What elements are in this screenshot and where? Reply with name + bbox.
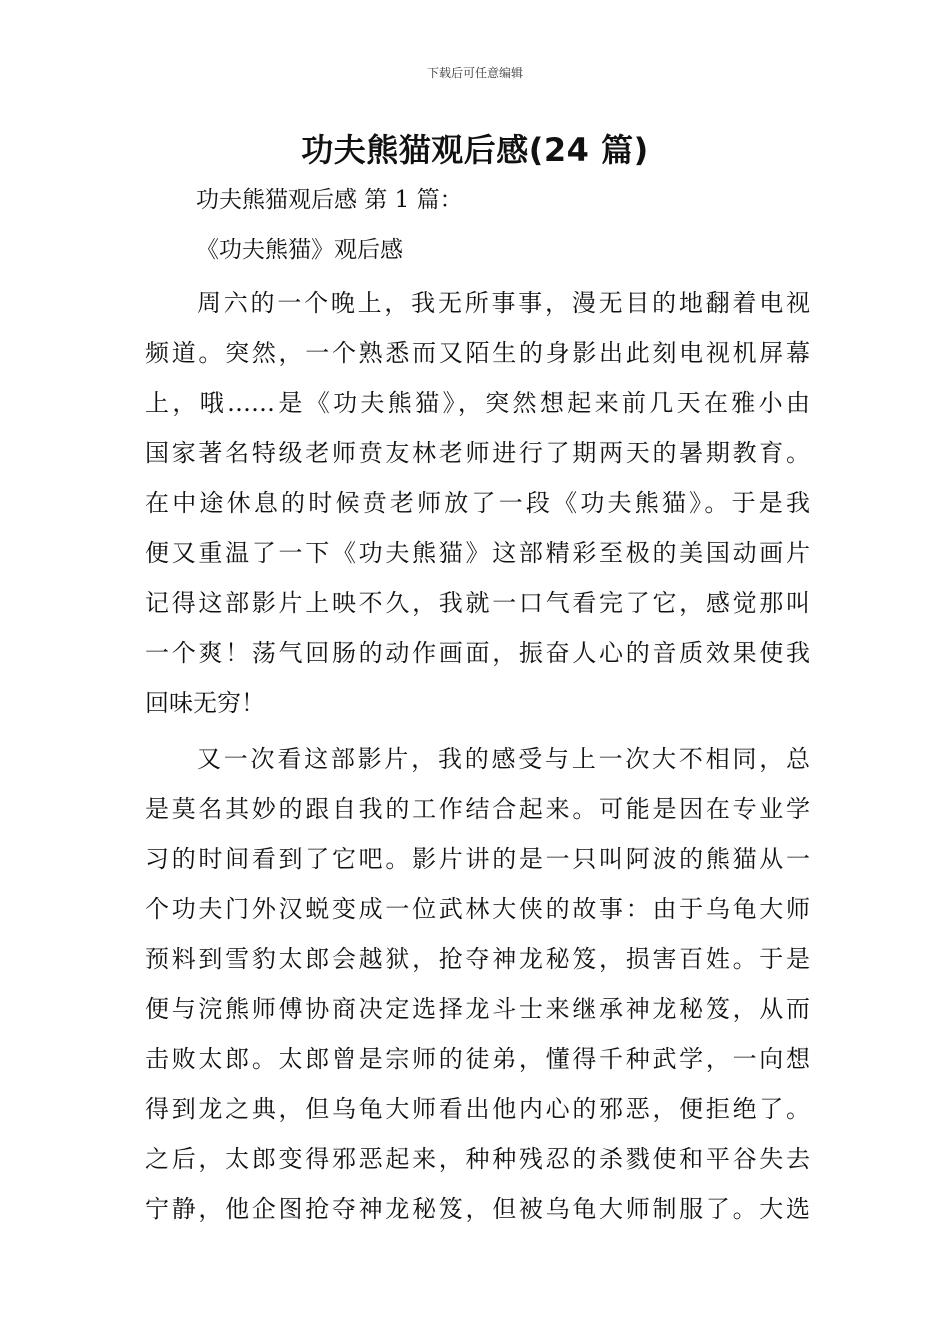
paragraph-1	[145, 278, 810, 728]
paragraph-line: 上，哦……是《功夫熊猫》，突然想起来前几天在雅小由	[145, 389, 810, 417]
paragraph-line: 击败太郎。太郎曾是宗师的徒弟，懂得千种武学，一向想	[145, 1045, 810, 1073]
paragraph-line: 得到龙之典，但乌龟大师看出他内心的邪恶，便拒绝了。	[145, 1095, 810, 1123]
document-title: 功夫熊猫观后感(24 篇)	[301, 131, 649, 169]
paragraph-line: 国家著名特级老师贲友林老师进行了期两天的暑期教育。	[145, 439, 810, 467]
paragraph-line: 便与浣熊师傅协商决定选择龙斗士来继承神龙秘笈，从而	[145, 995, 810, 1023]
paragraph-line: 在中途休息的时候贲老师放了一段《功夫熊猫》。于是我	[145, 489, 810, 517]
paragraph-line: 周六的一个晚上，我无所事事，漫无目的地翻着电视	[197, 289, 810, 317]
paragraph-2	[145, 734, 810, 1234]
paragraph-line: 个功夫门外汉蜕变成一位武林大侠的故事：由于乌龟大师	[145, 895, 810, 923]
paragraph-line: 又一次看这部影片，我的感受与上一次大不相同，总	[197, 745, 810, 773]
paragraph-line: 回味无穷！	[145, 689, 265, 717]
paragraph-line: 习的时间看到了它吧。影片讲的是一只叫阿波的熊猫从一	[145, 845, 810, 873]
paragraph-line: 一个爽！荡气回肠的动作画面，振奋人心的音质效果使我	[145, 639, 810, 667]
paragraph-line: 之后，太郎变得邪恶起来，种种残忍的杀戮使和平谷失去	[145, 1145, 810, 1173]
paragraph-line: 频道。突然，一个熟悉而又陌生的身影出此刻电视机屏幕	[145, 339, 810, 367]
paragraph-line: 是莫名其妙的跟自我的工作结合起来。可能是因在专业学	[145, 795, 810, 823]
header-note: 下载后可任意编辑	[426, 66, 523, 80]
section-label: 功夫熊猫观后感 第 1 篇：	[196, 187, 463, 213]
paragraph-line: 记得这部影片上映不久，我就一口气看完了它，感觉那叫	[145, 589, 810, 617]
paragraph-line: 便又重温了一下《功夫熊猫》这部精彩至极的美国动画片	[145, 539, 810, 567]
paragraph-line: 宁静，他企图抢夺神龙秘笈，但被乌龟大师制服了。大选	[145, 1195, 810, 1223]
paragraph-line: 预料到雪豹太郎会越狱，抢夺神龙秘笈，损害百姓。于是	[145, 945, 810, 973]
article-title: 《功夫熊猫》观后感	[196, 237, 403, 263]
body-text	[145, 278, 810, 1240]
